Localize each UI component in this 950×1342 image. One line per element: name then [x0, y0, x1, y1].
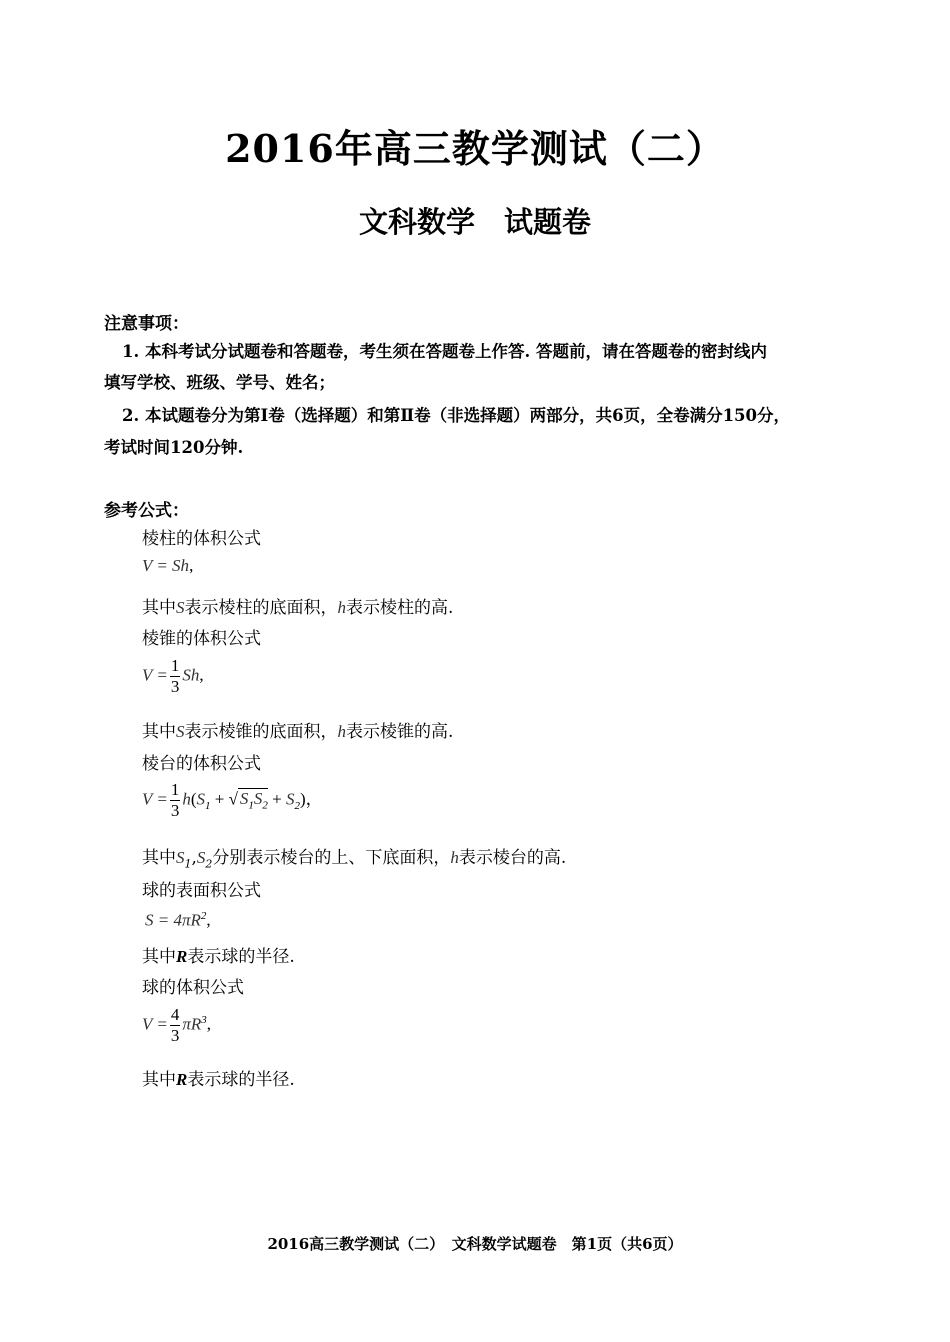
prism-label: 棱柱的体积公式 — [142, 529, 261, 549]
prism-description: 其中S表示棱柱的底面积，h表示棱柱的高. — [142, 598, 454, 618]
pyramid-formula: V = $\frac{1}{3}$ Sh, — [142, 656, 204, 696]
sphere-volume-description: 其中R表示球的半径. — [142, 1070, 295, 1090]
frustum-label: 棱台的体积公式 — [142, 754, 261, 774]
prism-formula-expr: V = Sh — [142, 556, 190, 575]
frustum-formula: V = $\frac{1}{3}$ $h(S_1$ + √ $S_1S_2 + S_2$)， — [142, 780, 323, 820]
notice-line-3: 2. 本试题卷分为第Ⅰ卷（选择题）和第Ⅱ卷（非选择题）两部分，共6页，全卷满分150分， — [122, 406, 791, 425]
sphere-area-label: 球的表面积公式 — [142, 881, 261, 901]
fraction: $\frac{1}{3}$ — [170, 656, 180, 696]
frustum-description: 其中$S_1,S_2$分别表示棱台的上、下底面积，h表示棱台的高. — [142, 848, 567, 871]
sphere-area-description: 其中R表示球的半径. — [142, 947, 295, 967]
notice-line-1: 1. 本科考试分试题卷和答题卷，考生须在答题卷上作答. 答题前，请在答题卷的密封线内 — [122, 342, 767, 361]
notice-heading: 注意事项： — [104, 314, 189, 334]
pyramid-label: 棱锥的体积公式 — [142, 629, 261, 649]
fraction: $\frac{1}{3}$ — [170, 780, 180, 820]
formulas-heading: 参考公式： — [104, 501, 189, 521]
sphere-area-formula: $S = 4\pi R^2$, — [145, 910, 211, 930]
sphere-volume-formula: V = $\frac{4}{3}$ $\pi R^3$, — [142, 1005, 211, 1045]
pyramid-description: 其中S表示棱锥的底面积，h表示棱锥的高. — [142, 722, 454, 742]
notice-line-2: 填写学校、班级、学号、姓名； — [104, 373, 335, 392]
page-title: 2016年高三教学测试（二） — [225, 126, 725, 171]
sphere-volume-label: 球的体积公式 — [142, 978, 244, 998]
notice-line-4: 考试时间120分钟. — [104, 438, 244, 457]
fraction: $\frac{4}{3}$ — [170, 1005, 180, 1045]
page-footer: 2016高三教学测试（二） 文科数学试题卷 第1页（共6页） — [267, 1235, 683, 1253]
prism-formula: V = Sh, — [142, 556, 194, 575]
page-subtitle: 文科数学 试题卷 — [358, 205, 591, 239]
